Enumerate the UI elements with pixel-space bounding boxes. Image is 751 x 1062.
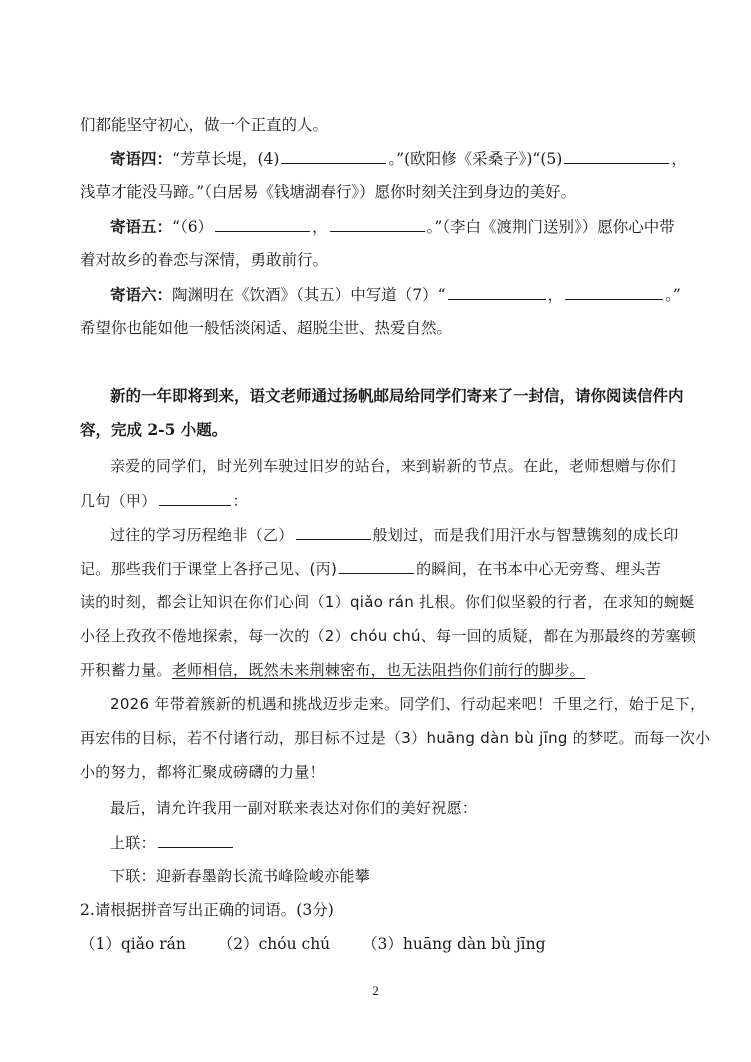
message-6: 寄语六：陶渊明在《饮酒》（其五）中写道（7）“ ， 。”: [110, 282, 681, 307]
couplet-upper: 上联：: [110, 830, 235, 855]
option-2: （2）chóu chú: [217, 935, 331, 953]
message-4: 寄语四：“芳草长堤，(4) 。”(欧阳修《采桑子》)“(5) ，: [110, 146, 687, 171]
letter-line: 记。那些我们于课堂上各抒己见、(丙) 的瞬间，在书本中心无旁骛、埋头苦: [80, 556, 661, 581]
intro-line: 容，完成 2-5 小题。: [80, 420, 228, 439]
text-line: 着对故乡的眷恋与深情，勇敢前行。: [80, 251, 329, 269]
message-label: 寄语六：: [110, 285, 173, 304]
answer-blank-upper-couplet[interactable]: [158, 830, 233, 848]
option-3: （3）huāng dàn bù jīng: [362, 935, 546, 953]
text-line: 们都能坚守初心，做一个正直的人。: [80, 116, 329, 134]
answer-blank-4[interactable]: [281, 146, 386, 164]
answer-blank-bing[interactable]: [339, 556, 414, 574]
letter-line: 开积蓄力量。老师相信，既然未来荆棘密布，也无法阻挡你们前行的脚步。: [80, 661, 585, 679]
message-5: 寄语五：“（6） ， 。”（李白《渡荆门送别》）愿你心中带: [110, 214, 675, 239]
answer-blank-5[interactable]: [564, 146, 669, 164]
letter-line: 读的时刻，都会让知识在你们心间（1）qiǎo rán 扎根。你们似坚毅的行者，在求知的蜿蜒: [80, 593, 695, 611]
page-number: 2: [372, 983, 379, 998]
text-line: 浅草才能没马蹄。”（白居易《钱塘湖春行》）愿你时刻关注到身边的美好。: [80, 183, 577, 201]
text-line: 希望你也能如他一般恬淡闲适、超脱尘世、热爱自然。: [80, 319, 453, 337]
answer-blank-7a[interactable]: [448, 282, 546, 300]
letter-line: 再宏伟的目标，若不付诸行动，那目标不过是（3）huāng dàn bù jīng 的梦呓。而每一次小: [80, 729, 711, 747]
letter-line: 亲爱的同学们，时光列车驶过旧岁的站台，来到崭新的节点。在此，老师想赠与你们: [110, 457, 677, 475]
intro-line: 新的一年即将到来，语文老师通过扬帆邮局给同学们寄来了一封信，请你阅读信件内: [110, 386, 684, 405]
answer-blank-jia[interactable]: [159, 488, 231, 506]
letter-line: 几句（甲） ：: [80, 488, 248, 513]
message-label: 寄语五：: [110, 217, 173, 236]
answer-blank-6a[interactable]: [215, 214, 310, 232]
question-2-stem: 2.请根据拼音写出正确的词语。(3分): [80, 901, 334, 919]
letter-line: 2026 年带着簇新的机遇和挑战迈步走来。同学们、行动起来吧！千里之行，始于足下，: [110, 695, 706, 713]
letter-line: 小的努力，都将汇聚成磅礴的力量！: [80, 763, 325, 781]
answer-blank-yi[interactable]: [296, 522, 371, 540]
letter-line: 过往的学习历程绝非（乙） 般划过，而是我们用汗水与智慧镌刻的成长印: [110, 522, 679, 547]
letter-line: 最后，请允许我用一副对联来表达对你们的美好祝愿：: [110, 799, 478, 817]
answer-blank-6b[interactable]: [330, 214, 425, 232]
message-label: 寄语四：: [110, 149, 173, 168]
question-2-options: [80, 932, 546, 956]
option-1: （1）qiǎo rán: [80, 935, 186, 953]
underlined-sentence: 老师相信，既然未来荆棘密布，也无法阻挡你们前行的脚步。: [171, 661, 585, 679]
letter-line: 小径上孜孜不倦地探索，每一次的（2）chóu chú、每一回的质疑，都在为那最终的芳塞顿: [80, 627, 697, 645]
answer-blank-7b[interactable]: [565, 282, 663, 300]
couplet-lower: 下联：迎新春墨韵长流书峰险峻亦能攀: [110, 867, 371, 885]
